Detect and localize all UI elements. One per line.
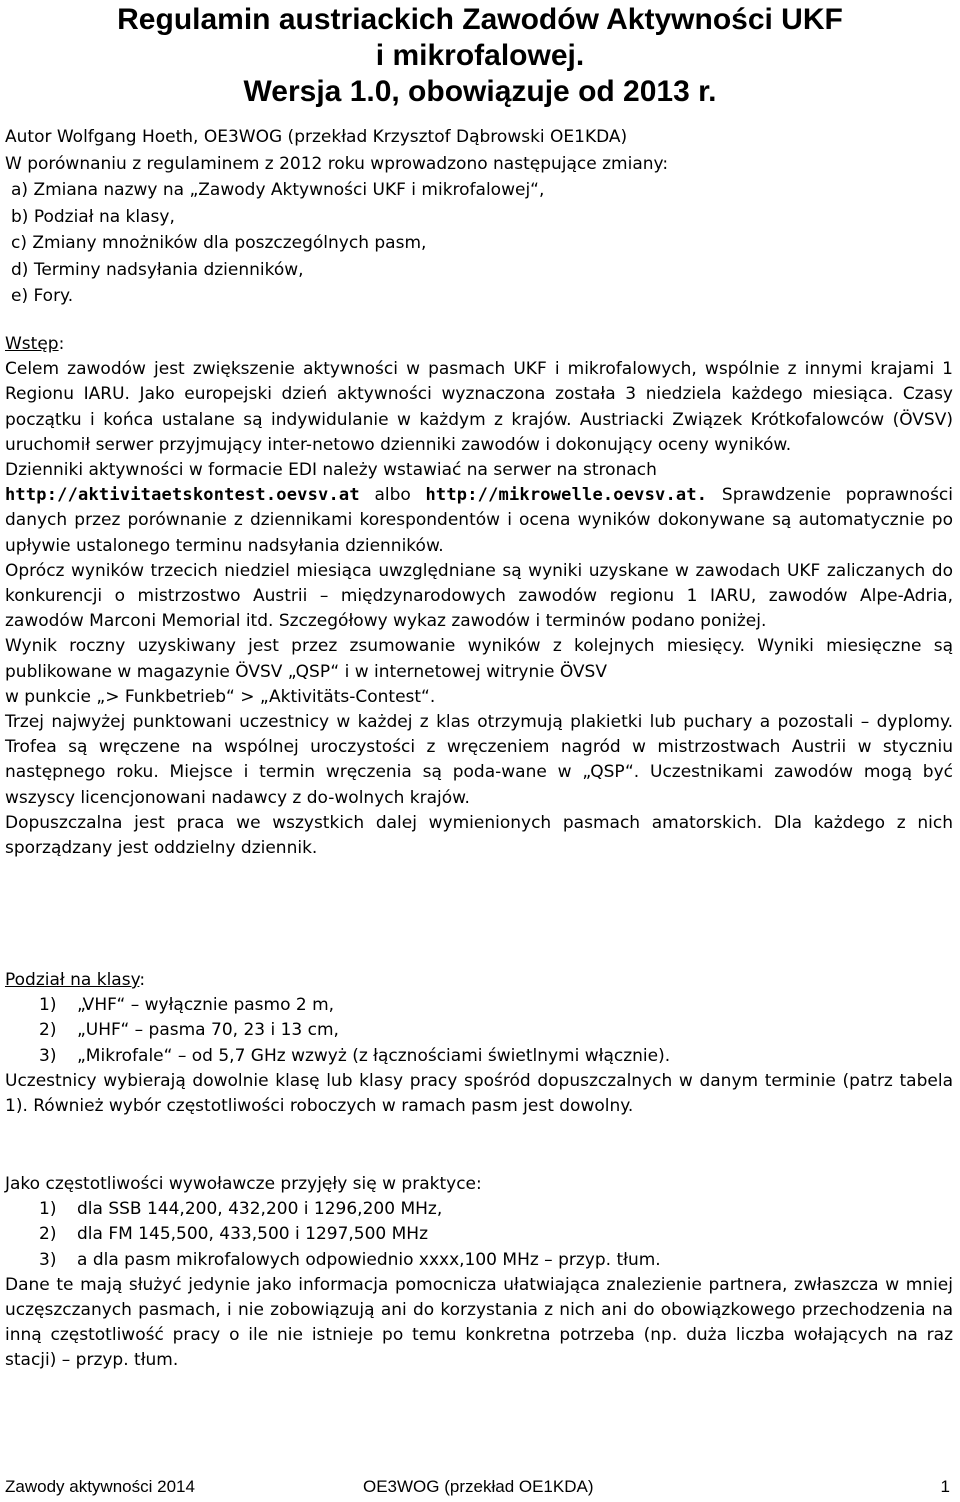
edi-text: Dzienniki aktywności w formacie EDI należy wstawiać na serwer na stronach <box>5 460 657 481</box>
url-aktivitaetskontest-link[interactable]: http://aktivitaetskontest.oevsv.at <box>5 485 360 506</box>
list-text: dla FM 145,500, 433,500 i 1297,500 MHz <box>77 1224 429 1245</box>
frequencies-after-paragraph: Dane te mają służyć jedynie jako informacja pomocnicza ułatwiająca znalezienie partnera, zwłaszcza w mniej uczęszczanych pasmach, i nie zobowiązują ani do korzystania z nich ani do obowiązkowego przechodzenia na inną częstotliwość pracy o ile nie istnieje po temu konkretna potrzeba (np. duża liczba wołających na raz stacji) – przyp. tłum. <box>5 1274 953 1371</box>
list-number: 3) <box>39 1045 57 1066</box>
wstep-heading-label: Wstęp <box>5 334 59 354</box>
list-item <box>5 1044 953 1069</box>
list-item <box>5 993 953 1018</box>
heading-colon: : <box>139 970 146 990</box>
list-number: 2) <box>39 1020 57 1041</box>
author-line: Autor Wolfgang Hoeth, OE3WOG (przekład Krzysztof Dąbrowski OE1KDA) <box>5 127 628 147</box>
klasy-section <box>5 968 953 1119</box>
or-text: albo <box>359 485 426 506</box>
footer-left: Zawody aktywności 2014 <box>5 1477 195 1496</box>
frequencies-intro: Jako częstotliwości wywoławcze przyjęły się w praktyce: <box>5 1174 482 1194</box>
wstep-paragraph-5: Trzej najwyżej punktowani uczestnicy w każdej z klas otrzymują plakietki lub puchary a pozostali – dyplomy. Trofea są wręczene na wspólnej uroczystości z wręczeniem nagród w mistrzostwach Austrii w styczniu następnego roku. Miejsce i termin wręczenia są poda-wane w „QSP“. Uczestnikami zawodów mogą być wszyscy licencjonowani nadawcy z do-wolnych krajów. <box>5 712 953 808</box>
klasy-list <box>5 993 953 1069</box>
list-item <box>5 1248 953 1273</box>
klasy-heading-label: Podział na klasy <box>5 970 140 990</box>
footer-center: OE3WOG (przekład OE1KDA) <box>363 1477 594 1496</box>
change-item: a) Zmiana nazwy na „Zawody Aktywności UKF i mikrofalowej“, <box>11 180 545 200</box>
list-text: „UHF“ – pasma 70, 23 i 13 cm, <box>77 1020 339 1041</box>
wstep-paragraph-1: Celem zawodów jest zwiększenie aktywności w pasmach UKF i mikrofalowych, wspólnie z innymi krajami 1 Regionu IARU. Jako europejski dzień aktywności wyznaczona została 3 niedziela każdego miesiąca. Czasy początku i końca ustalane są indywidulanie w każdym z krajów. Austriacki Związek Krótkofalowców (ÖVSV) uruchomił serwer przyjmujący inter-netowo dzienniki zawodów i dokonujący oceny wyników. <box>5 359 953 455</box>
change-item: d) Terminy nadsyłania dzienników, <box>11 259 304 280</box>
list-number: 3) <box>39 1249 57 1270</box>
list-number: 1) <box>39 995 57 1016</box>
title-line-2: i mikrofalowej. <box>375 39 585 72</box>
page-number: 1 <box>940 1477 950 1496</box>
heading-colon: : <box>58 334 65 354</box>
document-title <box>0 2 960 110</box>
wstep-paragraph-4 <box>5 634 953 710</box>
frequencies-section <box>5 1172 953 1374</box>
list-item <box>5 1222 953 1247</box>
wstep-paragraph-3: Oprócz wyników trzecich niedziel miesiąca uwzględniane są wyniki uzyskane w zawodach UKF zaliczanych do konkurencji o mistrzostwo Austrii – międzynarodowych zawodów regionu 1 IARU, zawodów Alpe-Adria, zawodów Marconi Memorial itd. Szczegółowy wykaz zawodów i terminów podano poniżej. <box>5 560 953 632</box>
wstep-section <box>5 332 953 861</box>
title-line-1: Regulamin austriackich Zawodów Aktywności UKF <box>117 3 843 36</box>
klasy-after-paragraph: Uczestnicy wybierają dowolnie klasę lub klasy pracy spośród dopuszczalnych w danym terminie (patrz tabela 1). Również wybór częstotliwości roboczych w ramach pasm jest dowolny. <box>5 1070 953 1117</box>
url-mikrowelle-link[interactable]: http://mikrowelle.oevsv.at. <box>425 485 708 506</box>
frequencies-list <box>5 1197 953 1273</box>
list-text: „Mikrofale“ – od 5,7 GHz wzwyż (z łącznościami świetlnymi włącznie). <box>77 1045 671 1066</box>
intro-section <box>5 124 955 310</box>
change-item: b) Podział na klasy, <box>11 206 175 227</box>
list-number: 1) <box>39 1199 57 1220</box>
changes-intro: W porównaniu z regulaminem z 2012 roku wprowadzono następujące zmiany: <box>5 153 669 174</box>
list-text: dla SSB 144,200, 432,200 i 1296,200 MHz, <box>77 1199 443 1220</box>
change-item: e) Fory. <box>11 286 74 306</box>
list-text: „VHF“ – wyłącznie pasmo 2 m, <box>77 995 335 1016</box>
list-number: 2) <box>39 1224 57 1245</box>
wstep-paragraph-2 <box>5 458 953 559</box>
list-item <box>5 1018 953 1043</box>
change-item: c) Zmiany mnożników dla poszczególnych pasm, <box>11 233 427 253</box>
wstep-heading <box>5 332 953 357</box>
menu-path-text: w punkcie „> Funkbetrieb“ > „Aktivitäts-Contest“. <box>5 686 436 707</box>
verification-text: Sprawdzenie poprawności danych przez porównanie z dziennikami korespondentów i ocena wyników dokonywane są automatycznie po upływie ustalonego terminu nadsyłania dzienników. <box>5 485 953 556</box>
title-line-3: Wersja 1.0, obowiązuje od 2013 r. <box>243 75 717 108</box>
wstep-paragraph-6: Dopuszczalna jest praca we wszystkich dalej wymienionych pasmach amatorskich. Dla każdego z nich sporządzany jest oddzielny dziennik. <box>5 812 953 859</box>
list-item <box>5 1197 953 1222</box>
list-text: a dla pasm mikrofalowych odpowiednio xxxx,100 MHz – przyp. tłum. <box>77 1249 661 1270</box>
klasy-heading <box>5 968 953 993</box>
annual-result-text: Wynik roczny uzyskiwany jest przez zsumowanie wyników z kolejnych miesięcy. Wyniki miesięczne są publikowane w magazynie ÖVSV „QSP“ i w internetowej witrynie ÖVSV <box>5 636 953 682</box>
